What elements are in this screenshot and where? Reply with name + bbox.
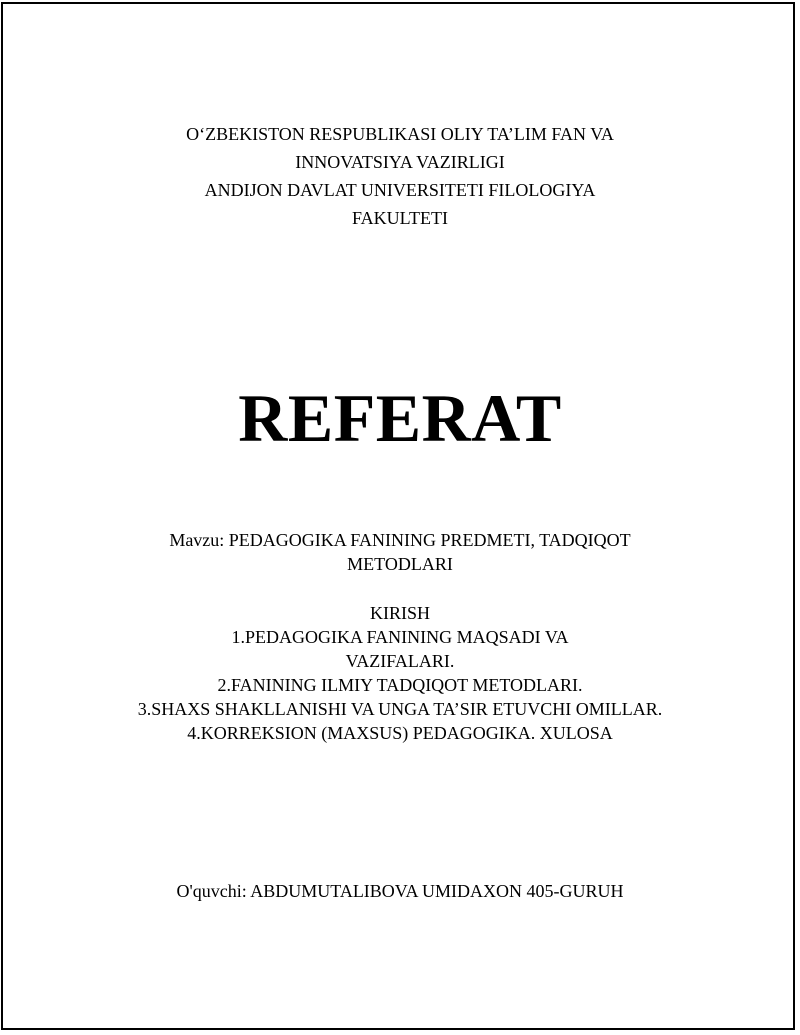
document-title: REFERAT: [238, 380, 562, 456]
contents-item-2: 2.FANINING ILMIY TADQIQOT METODLARI.: [217, 675, 583, 695]
contents-item-4: 4.KORREKSION (MAXSUS) PEDAGOGIKA. XULOSA: [187, 723, 613, 743]
contents-item-3: 3.SHAXS SHAKLLANISHI VA UNGA TA’SIR ETUVCHI OMILLAR.: [137, 699, 663, 719]
contents-item-1b: VAZIFALARI.: [345, 651, 455, 671]
university-line-1: ANDIJON DAVLAT UNIVERSITETI FILOLOGIYA: [204, 180, 596, 200]
topic-line-2: METODLARI: [347, 554, 453, 574]
contents-item-intro: KIRISH: [369, 603, 430, 623]
topic-line-1: Mavzu: PEDAGOGIKA FANINING PREDMETI, TADQIQOT: [169, 530, 631, 550]
student-line: O'quvchi: ABDUMUTALIBOVA UMIDAXON 405-GURUH: [176, 881, 624, 901]
faculty-line: FAKULTETI: [352, 208, 448, 228]
contents-item-1a: 1.PEDAGOGIKA FANINING MAQSADI VA: [231, 627, 569, 647]
ministry-line-1: O‘ZBEKISTON RESPUBLIKASI OLIY TA’LIM FAN VA: [186, 124, 614, 144]
ministry-line-2: INNOVATSIYA VAZIRLIGI: [295, 152, 505, 172]
